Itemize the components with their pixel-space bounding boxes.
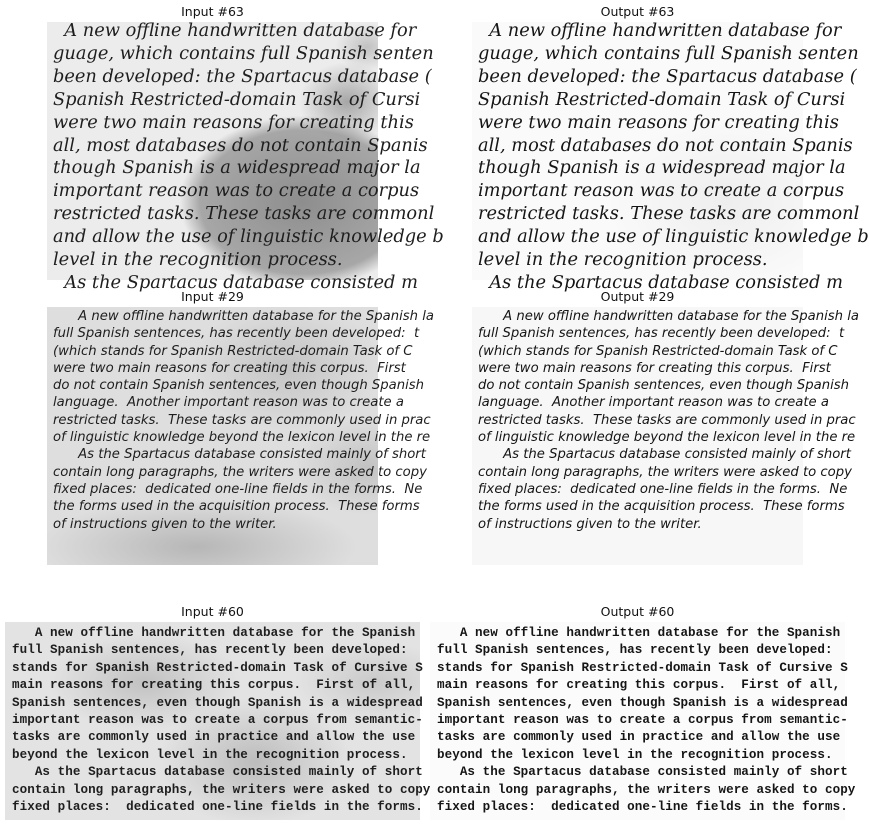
text-line: A new offline handwritten database for the Spanish [12,626,416,640]
text-line: full Spanish sentences, has recently been developed: t [53,326,420,342]
panel-title: Output #29 [600,289,675,304]
text-line: restricted tasks. These tasks are commonly used in prac [478,412,856,428]
text-line: all, most databases do not contain Spanis [478,134,853,156]
text-line: contain long paragraphs, the writers were asked to copy [12,782,431,797]
text-line: the forms used in the acquisition process. These forms [478,499,845,515]
text-line: restricted tasks. These tasks are commonly used in prac [53,412,431,428]
text-line: A new offline handwritten database for the Spanish [437,626,841,640]
document-image [47,307,434,565]
text-line: beyond the lexicon level in the recognition process. [437,747,833,762]
text-line: were two main reasons for creating this [53,111,414,133]
document-image [472,20,869,293]
text-line: level in the recognition process. [478,249,768,271]
text-line: of instructions given to the writer. [53,516,277,532]
text-line: tasks are commonly used in practice and allow the use [12,730,423,745]
text-line: (which stands for Spanish Restricted-domain Task of C [53,343,413,359]
text-line: Spanish Restricted-domain Task of Cursi [478,88,846,110]
panel-title: Input #29 [181,289,244,304]
text-line: fixed places: dedicated one-line fields in the forms. [437,800,848,815]
text-line: fixed places: dedicated one-line fields in the forms. Ne [53,481,423,497]
text-line: fixed places: dedicated one-line fields in the forms. Ne [478,481,848,497]
text-line: been developed: the Spartacus database ( [53,65,432,87]
text-line: As the Spartacus database consisted m [478,271,843,293]
text-line: stands for Spanish Restricted-domain Task of Cursive S [12,660,423,675]
text-line: full Spanish sentences, has recently been developed: [12,643,423,658]
document-text [478,308,859,533]
text-line: of instructions given to the writer. [478,516,702,532]
text-line: A new offline handwritten database for the Spanish la [53,309,434,324]
text-line: and allow the use of linguistic knowledge b [53,226,444,248]
text-line: A new offline handwritten database for the Spanish la [478,309,859,324]
text-line: the forms used in the acquisition process. These forms [53,499,420,515]
text-line: full Spanish sentences, has recently been developed: t [478,326,845,342]
text-line: A new offline handwritten database for [53,20,417,41]
text-line: As the Spartacus database consisted mainly of short [12,765,423,780]
text-line: (which stands for Spanish Restricted-domain Task of C [478,343,838,359]
text-line: guage, which contains full Spanish senten [53,42,434,64]
panel-title: Input #60 [181,604,244,619]
document-text [53,20,444,295]
text-line: contain long paragraphs, the writers were asked to copy [437,782,856,797]
text-line: As the Spartacus database consisted m [53,271,418,293]
text-line: beyond the lexicon level in the recognition process. [12,747,408,762]
document-image [47,20,444,293]
text-line: though Spanish is a widespread major la [478,157,846,179]
text-line: contain long paragraphs, the writers were asked to copy [478,464,852,480]
text-line: main reasons for creating this corpus. First of all, [12,678,423,693]
text-line: language. Another important reason was to create a [478,395,829,411]
text-line: tasks are commonly used in practice and allow the use [437,730,848,745]
text-line: were two main reasons for creating this [478,111,839,133]
text-line: restricted tasks. These tasks are commonl [53,203,435,225]
document-text [12,625,430,816]
text-line: Spanish Restricted-domain Task of Cursi [53,88,421,110]
document-image [430,622,856,820]
text-line: A new offline handwritten database for [478,20,842,41]
document-text [437,625,855,816]
text-line: level in the recognition process. [53,249,343,271]
text-line: As the Spartacus database consisted mainly of short [53,447,426,463]
text-line: all, most databases do not contain Spanis [53,134,428,156]
text-line: guage, which contains full Spanish senten [478,42,859,64]
text-line: important reason was to create a corpus [53,180,420,202]
text-line: fixed places: dedicated one-line fields in the forms. [12,800,423,815]
document-image [472,307,859,565]
text-line: do not contain Spanish sentences, even though Spanish [53,378,424,394]
text-line: main reasons for creating this corpus. First of all, [437,678,848,693]
text-line: important reason was to create a corpus [478,180,845,202]
text-line: though Spanish is a widespread major la [53,157,421,179]
document-image [5,622,431,820]
text-line: of linguistic knowledge beyond the lexicon level in the re [53,430,431,446]
document-text [478,20,869,295]
text-line: restricted tasks. These tasks are commonl [478,203,860,225]
text-line: been developed: the Spartacus database ( [478,65,857,87]
text-line: important reason was to create a corpus from semantic- [12,713,423,728]
text-line: important reason was to create a corpus from semantic- [437,713,848,728]
text-line: do not contain Spanish sentences, even though Spanish [478,378,849,394]
text-line: As the Spartacus database consisted mainly of short [478,447,851,463]
text-line: of linguistic knowledge beyond the lexicon level in the re [478,430,856,446]
text-line: language. Another important reason was to create a [53,395,404,411]
document-text [53,308,434,533]
text-line: Spanish sentences, even though Spanish is a widespread [12,695,423,710]
panel-title: Output #60 [600,604,675,619]
text-line: were two main reasons for creating this corpus. First [478,360,831,376]
panel-title: Output #63 [600,4,675,19]
text-line: Spanish sentences, even though Spanish is a widespread [437,695,848,710]
text-line: contain long paragraphs, the writers were asked to copy [53,464,427,480]
text-line: full Spanish sentences, has recently been developed: [437,643,848,658]
text-line: and allow the use of linguistic knowledge b [478,226,869,248]
text-line: stands for Spanish Restricted-domain Task of Cursive S [437,660,848,675]
text-line: As the Spartacus database consisted mainly of short [437,765,848,780]
panel-title: Input #63 [181,4,244,19]
text-line: were two main reasons for creating this corpus. First [53,360,406,376]
